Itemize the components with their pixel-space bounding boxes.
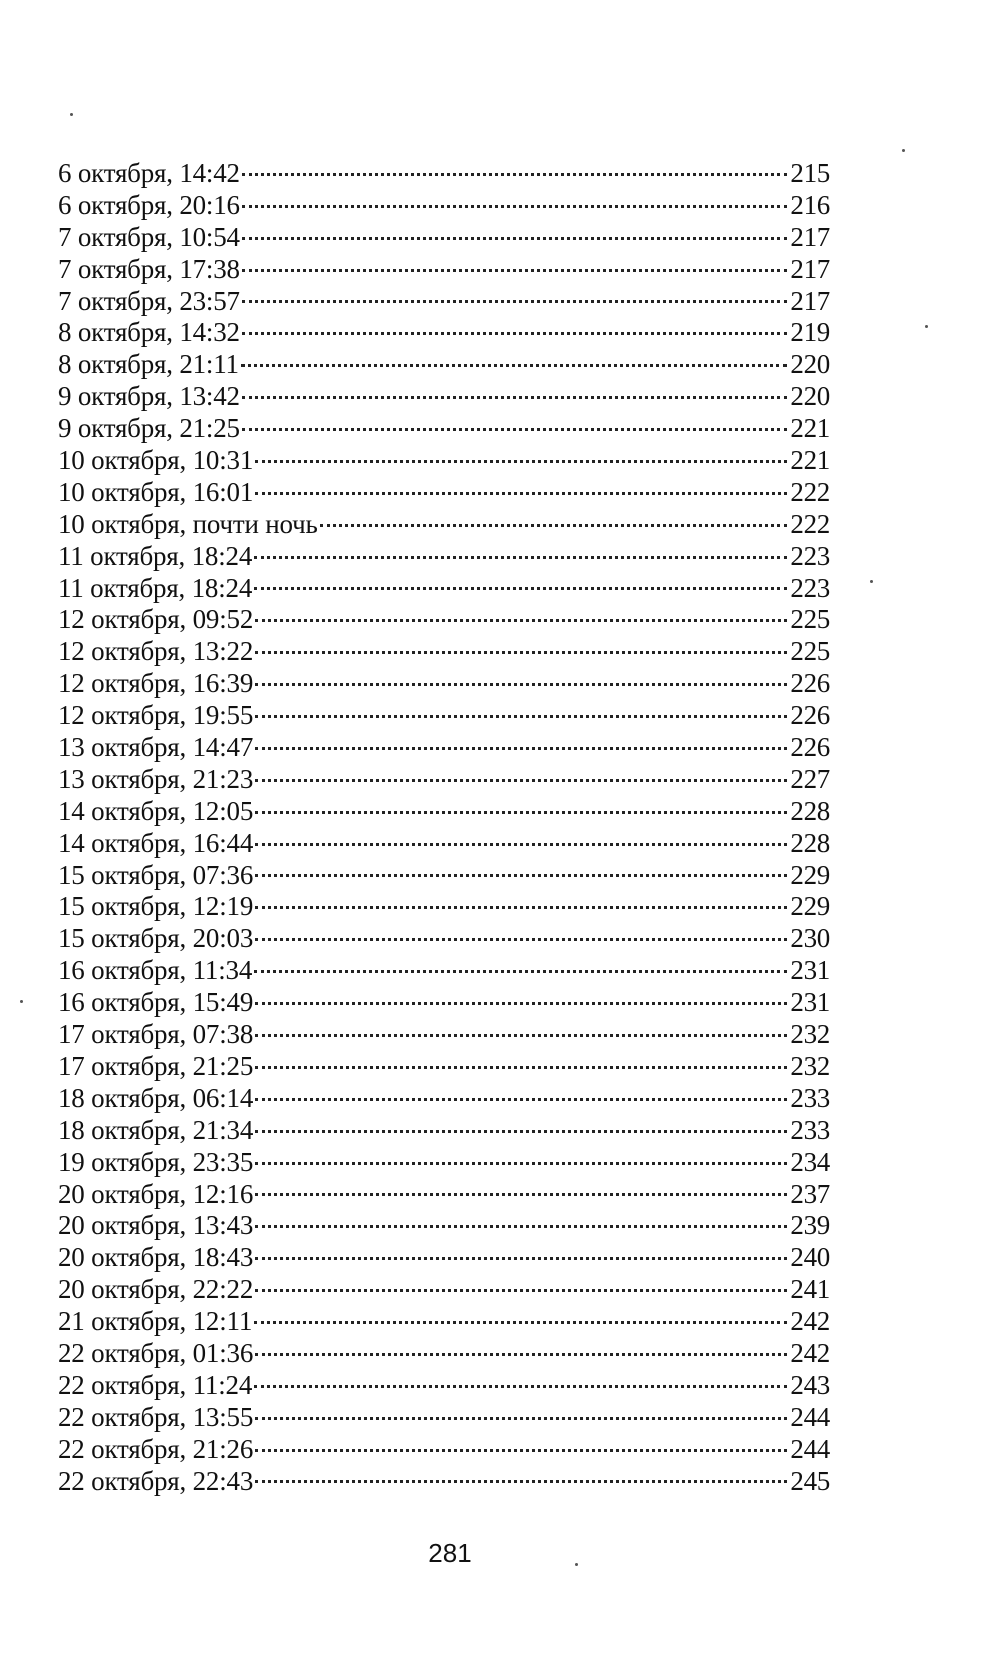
toc-entry-page: 223	[790, 572, 830, 603]
toc-entry-page: 241	[790, 1274, 830, 1305]
toc-entry-label: 22 октября, 13:55	[58, 1401, 254, 1432]
toc-entry[interactable]	[58, 286, 830, 318]
toc-entry-label: 7 октября, 17:38	[58, 253, 240, 284]
toc-entry[interactable]	[58, 1019, 830, 1051]
toc-entry[interactable]	[58, 573, 830, 605]
scan-speck	[20, 1000, 23, 1003]
toc-entry[interactable]	[58, 860, 830, 892]
toc-entry[interactable]	[58, 1115, 830, 1147]
dot-leader	[255, 1066, 787, 1069]
dot-leader	[255, 651, 787, 654]
toc-entry[interactable]	[58, 1402, 830, 1434]
page-number: 281	[428, 1538, 472, 1568]
toc-entry-page: 232	[790, 1050, 830, 1081]
toc-entry-label: 11 октября, 18:24	[58, 540, 253, 571]
toc-entry-page: 219	[790, 317, 830, 348]
toc-entry-page: 227	[790, 763, 830, 794]
toc-entry[interactable]	[58, 381, 830, 413]
toc-entry[interactable]	[58, 1370, 830, 1402]
dot-leader	[255, 460, 787, 463]
toc-entry-label: 15 октября, 07:36	[58, 859, 254, 890]
dot-leader	[241, 364, 788, 367]
toc-entry[interactable]	[58, 541, 830, 573]
dot-leader	[242, 428, 788, 431]
toc-entry-page: 225	[790, 636, 830, 667]
dot-leader	[242, 237, 788, 240]
dot-leader	[255, 906, 787, 909]
toc-entry-page: 228	[790, 795, 830, 826]
toc-entry[interactable]	[58, 317, 830, 349]
toc-entry[interactable]	[58, 828, 830, 860]
dot-leader	[255, 715, 787, 718]
toc-entry-label: 12 октября, 09:52	[58, 604, 254, 635]
toc-entry-label: 9 октября, 13:42	[58, 381, 240, 412]
toc-entry-label: 17 октября, 21:25	[58, 1050, 254, 1081]
toc-entry-page: 226	[790, 700, 830, 731]
toc-entry[interactable]	[58, 1179, 830, 1211]
toc-entry-page: 217	[790, 221, 830, 252]
dot-leader	[255, 938, 787, 941]
toc-entry-page: 237	[790, 1178, 830, 1209]
toc-entry-page: 223	[790, 540, 830, 571]
toc-entry-label: 22 октября, 22:43	[58, 1465, 254, 1496]
toc-entry-page: 221	[790, 445, 830, 476]
dot-leader	[255, 683, 787, 686]
dot-leader	[255, 1225, 787, 1228]
dot-leader	[254, 556, 787, 559]
dot-leader	[255, 1162, 787, 1165]
toc-entry-label: 15 октября, 20:03	[58, 923, 254, 954]
toc-entry[interactable]	[58, 1466, 830, 1498]
dot-leader	[255, 619, 787, 622]
dot-leader	[255, 1353, 787, 1356]
dot-leader	[255, 747, 787, 750]
dot-leader	[255, 779, 787, 782]
toc-entry-label: 12 октября, 16:39	[58, 668, 254, 699]
toc-entry[interactable]	[58, 190, 830, 222]
dot-leader	[254, 587, 787, 590]
dot-leader	[242, 332, 788, 335]
toc-entry[interactable]	[58, 732, 830, 764]
toc-entry[interactable]	[58, 477, 830, 509]
toc-entry[interactable]	[58, 413, 830, 445]
toc-entry-label: 15 октября, 12:19	[58, 891, 254, 922]
toc-entry-page: 229	[790, 859, 830, 890]
dot-leader	[254, 1385, 787, 1388]
toc-entry-label: 10 октября, 16:01	[58, 476, 254, 507]
toc-entry-label: 14 октября, 12:05	[58, 795, 254, 826]
toc-entry-page: 233	[790, 1114, 830, 1145]
dot-leader	[255, 1480, 787, 1483]
toc-entry-page: 228	[790, 827, 830, 858]
dot-leader	[242, 269, 788, 272]
dot-leader	[255, 1098, 787, 1101]
toc-entry-label: 22 октября, 21:26	[58, 1433, 254, 1464]
toc-entry-page: 226	[790, 732, 830, 763]
scan-speck	[70, 113, 73, 116]
toc-entry-label: 16 октября, 15:49	[58, 987, 254, 1018]
toc-entry-label: 8 октября, 21:11	[58, 349, 239, 380]
dot-leader	[242, 173, 788, 176]
toc-entry-page: 231	[790, 987, 830, 1018]
toc-entry-page: 215	[790, 158, 830, 188]
scan-speck	[870, 580, 873, 583]
dot-leader	[255, 1034, 787, 1037]
toc-entry-page: 245	[790, 1465, 830, 1496]
scan-speck	[902, 149, 905, 152]
dot-leader	[255, 492, 787, 495]
toc-entry[interactable]	[58, 1306, 830, 1338]
dot-leader	[255, 874, 787, 877]
dot-leader	[255, 1289, 787, 1292]
toc-entry-page: 225	[790, 604, 830, 635]
dot-leader	[255, 1193, 787, 1196]
toc-entry-label: 12 октября, 13:22	[58, 636, 254, 667]
table-of-contents	[58, 158, 830, 1497]
toc-entry-page: 230	[790, 923, 830, 954]
toc-entry-label: 7 октября, 23:57	[58, 285, 240, 316]
toc-entry[interactable]	[58, 796, 830, 828]
toc-entry[interactable]	[58, 923, 830, 955]
toc-entry[interactable]	[58, 604, 830, 636]
toc-entry[interactable]	[58, 1434, 830, 1466]
dot-leader	[255, 843, 787, 846]
toc-entry[interactable]	[58, 987, 830, 1019]
toc-entry[interactable]	[58, 700, 830, 732]
dot-leader	[242, 205, 788, 208]
toc-entry-label: 18 октября, 06:14	[58, 1082, 254, 1113]
toc-entry-page: 244	[790, 1433, 830, 1464]
toc-entry[interactable]	[58, 158, 830, 190]
toc-entry[interactable]	[58, 1083, 830, 1115]
toc-entry-label: 13 октября, 14:47	[58, 732, 254, 763]
toc-entry[interactable]	[58, 764, 830, 796]
dot-leader	[255, 1257, 787, 1260]
toc-entry[interactable]	[58, 1274, 830, 1306]
toc-entry-label: 19 октября, 23:35	[58, 1146, 254, 1177]
toc-entry[interactable]	[58, 668, 830, 700]
toc-entry-label: 17 октября, 07:38	[58, 1019, 254, 1050]
toc-entry-label: 18 октября, 21:34	[58, 1114, 254, 1145]
dot-leader	[255, 811, 787, 814]
toc-entry[interactable]	[58, 1210, 830, 1242]
toc-entry-page: 216	[790, 189, 830, 220]
toc-entry-label: 8 октября, 14:32	[58, 317, 240, 348]
toc-entry-label: 7 октября, 10:54	[58, 221, 240, 252]
toc-entry-label: 6 октября, 14:42	[58, 158, 240, 188]
toc-entry-label: 14 октября, 16:44	[58, 827, 254, 858]
toc-entry[interactable]	[58, 1338, 830, 1370]
toc-entry-label: 20 октября, 18:43	[58, 1242, 254, 1273]
dot-leader	[255, 1449, 787, 1452]
toc-entry-label: 20 октября, 13:43	[58, 1210, 254, 1241]
dot-leader	[254, 970, 787, 973]
toc-entry-label: 21 октября, 12:11	[58, 1306, 253, 1337]
toc-entry-page: 217	[790, 285, 830, 316]
toc-entry-page: 220	[790, 381, 830, 412]
toc-entry-label: 11 октября, 18:24	[58, 572, 253, 603]
toc-entry[interactable]	[58, 254, 830, 286]
toc-entry-page: 244	[790, 1401, 830, 1432]
toc-entry[interactable]	[58, 1147, 830, 1179]
toc-entry[interactable]	[58, 891, 830, 923]
toc-entry-page: 234	[790, 1146, 830, 1177]
toc-entry-page: 240	[790, 1242, 830, 1273]
toc-entry[interactable]	[58, 1051, 830, 1083]
toc-entry-page: 222	[790, 476, 830, 507]
scan-speck	[575, 1563, 578, 1566]
toc-entry-page: 220	[790, 349, 830, 380]
toc-entry-label: 10 октября, 10:31	[58, 445, 254, 476]
toc-entry-label: 9 октября, 21:25	[58, 413, 240, 444]
dot-leader	[255, 1130, 787, 1133]
toc-entry-label: 6 октября, 20:16	[58, 189, 240, 220]
toc-entry[interactable]	[58, 1242, 830, 1274]
dot-leader	[255, 1417, 787, 1420]
toc-entry-label: 20 октября, 12:16	[58, 1178, 254, 1209]
toc-entry-label: 22 октября, 01:36	[58, 1337, 254, 1368]
toc-entry[interactable]	[58, 636, 830, 668]
toc-entry-page: 243	[790, 1369, 830, 1400]
toc-entry-page: 222	[790, 508, 830, 539]
toc-entry[interactable]	[58, 222, 830, 254]
toc-entry-page: 242	[790, 1306, 830, 1337]
toc-entry-page: 242	[790, 1337, 830, 1368]
toc-entry-label: 20 октября, 22:22	[58, 1274, 254, 1305]
toc-entry-label: 16 октября, 11:34	[58, 955, 253, 986]
dot-leader	[320, 524, 788, 527]
dot-leader	[254, 1321, 787, 1324]
toc-entry-page: 229	[790, 891, 830, 922]
toc-entry[interactable]	[58, 509, 830, 541]
toc-entry-page: 226	[790, 668, 830, 699]
toc-entry-page: 233	[790, 1082, 830, 1113]
scan-speck	[925, 325, 928, 328]
toc-entry-page: 232	[790, 1019, 830, 1050]
toc-entry[interactable]	[58, 349, 830, 381]
toc-entry-label: 13 октября, 21:23	[58, 763, 254, 794]
toc-entry[interactable]	[58, 445, 830, 477]
dot-leader	[242, 396, 788, 399]
toc-entry-label: 10 октября, почти ночь	[58, 508, 318, 539]
toc-entry-page: 221	[790, 413, 830, 444]
toc-entry-page: 231	[790, 955, 830, 986]
toc-entry-page: 217	[790, 253, 830, 284]
toc-entry[interactable]	[58, 955, 830, 987]
toc-entry-label: 12 октября, 19:55	[58, 700, 254, 731]
dot-leader	[255, 1002, 787, 1005]
toc-entry-label: 22 октября, 11:24	[58, 1369, 253, 1400]
toc-entry-page: 239	[790, 1210, 830, 1241]
dot-leader	[242, 300, 788, 303]
